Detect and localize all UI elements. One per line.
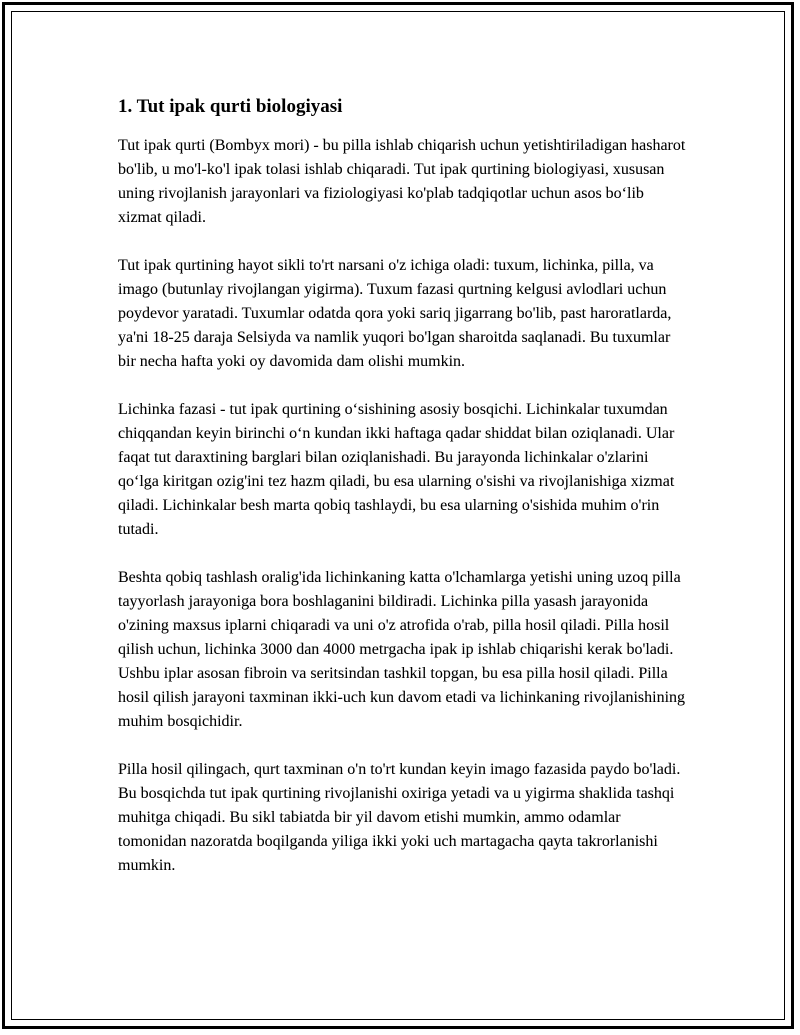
paragraph-cocoon-phase: Beshta qobiq tashlash oralig'ida lichinkaning katta o'lchamlarga yetishi uning uzoq pilla tayyorlash jarayoniga bora boshlaganini bildiradi. Lichinka pilla yasash jarayonida o'zining maxsus iplarni chiqaradi va uni o'z atrofida o'rab, pilla hosil qiladi. Pilla hosil qilish uchun, lichinka 3000 dan 4000 metrgacha ipak ip ishlab chiqarishi kerak bo'ladi. Ushbu iplar asosan fibroin va seritsindan tashkil topgan, bu esa pilla hosil qiladi. Pilla hosil qilish jarayoni taxminan ikki-uch kun davom etadi va lichinkaning rivojlanishining muhim bosqichidir. — [118, 569, 686, 730]
paragraph-life-cycle: Tut ipak qurtining hayot sikli to'rt narsani o'z ichiga oladi: tuxum, lichinka, pilla, va imago (butunlay rivojlangan yigirma). Tuxum fazasi qurtning kelgusi avlodlari uchun poydevor yaratadi. Tuxumlar odatda qora yoki sariq jigarrang bo'lib, past haroratlarda, ya'ni 18-25 daraja Selsiyda va namlik yuqori bo'lgan sharoitda saqlanadi. Bu tuxumlar bir necha hafta yoki oy davomida dam olishi mumkin. — [118, 257, 672, 370]
paragraph-intro: Tut ipak qurti (Bombyx mori) - bu pilla ishlab chiqarish uchun yetishtiriladigan hasharot bo'lib, u mo'l-ko'l ipak tolasi ishlab chiqaradi. Tut ipak qurtining biologiyasi, xususan uning rivojlanish jarayonlari va fiziologiyasi ko'plab tadqiqotlar uchun asos bo‘lib xizmat qiladi. — [118, 137, 686, 226]
section-title: 1. Tut ipak qurti biologiyasi — [118, 96, 343, 117]
paragraph-imago-phase: Pilla hosil qilingach, qurt taxminan o'n to'rt kundan keyin imago fazasida paydo bo'ladi. Bu bosqichda tut ipak qurtining rivojlanishi oxiriga yetadi va u yigirma shaklida tashqi muhitga chiqadi. Bu sikl tabiatda bir yil davom etishi mumkin, ammo odamlar tomonidan nazoratda boqilganda yiliga ikki yoki uch martagacha qayta takrorlanishi mumkin. — [118, 761, 681, 874]
paragraph-larva-phase: Lichinka fazasi - tut ipak qurtining o‘sishining asosiy bosqichi. Lichinkalar tuxumdan chiqqandan keyin birinchi o‘n kundan ikki haftaga qadar shiddat bilan oziqlanadi. Ular faqat tut daraxtining barglari bilan oziqlanishadi. Bu jarayonda lichinkalar o'zlarini qo‘lga kiritgan ozig'ini tez hazm qiladi, bu esa ularning o'sishi va rivojlanishiga xizmat qiladi. Lichinkalar besh marta qobiq tashlaydi, bu esa ularning o'sishida muhim o'rin tutadi. — [118, 401, 675, 538]
document-body — [118, 94, 688, 902]
